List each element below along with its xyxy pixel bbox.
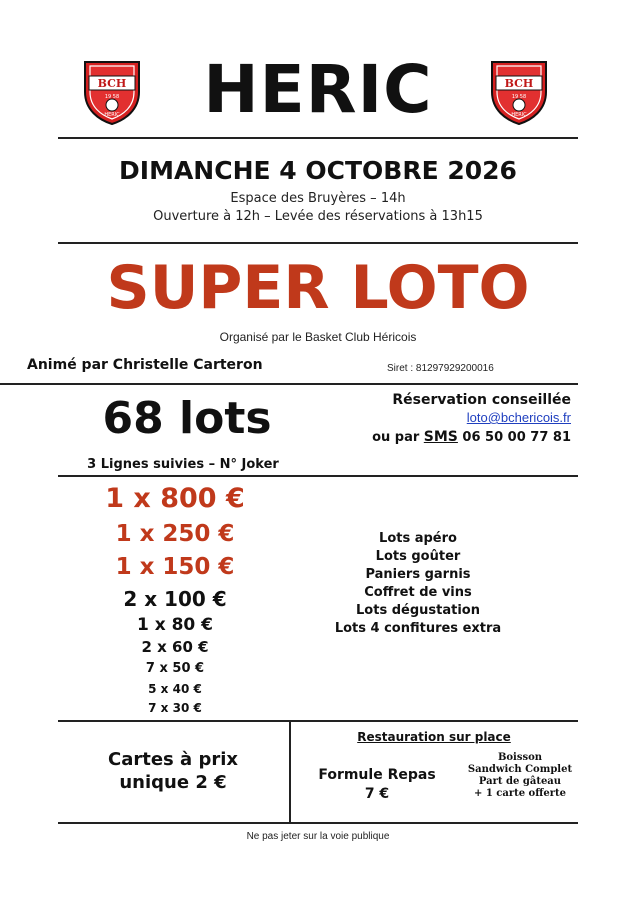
prize-item: 2 x 100 € <box>123 587 227 611</box>
prize-item: 1 x 250 € <box>115 521 235 547</box>
lots-count: 68 lots <box>102 393 272 444</box>
page-title: HERIC <box>203 51 433 128</box>
prize-item: 1 x 150 € <box>115 554 235 580</box>
svg-text:BCH: BCH <box>504 77 534 90</box>
reservation-email-link[interactable]: loto@bchericois.fr <box>466 410 571 425</box>
club-logo-right <box>488 58 550 126</box>
formula-items <box>458 752 582 800</box>
formula-price: 7 € <box>364 786 390 802</box>
divider <box>58 720 578 722</box>
club-logo-left <box>81 58 143 126</box>
cards-line-2: unique 2 € <box>119 772 227 793</box>
svg-text:HERIC: HERIC <box>104 112 120 118</box>
siret: Siret : 81297929200016 <box>387 363 494 374</box>
svg-text:HERIC: HERIC <box>511 112 527 118</box>
svg-text:19 58: 19 58 <box>104 94 120 100</box>
column-divider <box>289 720 291 822</box>
formula-item: Boisson <box>497 752 543 763</box>
svg-text:BCH: BCH <box>97 77 127 90</box>
other-lot-item: Lots goûter <box>375 549 461 564</box>
divider <box>58 475 578 477</box>
host: Animé par Christelle Carteron <box>27 357 263 373</box>
prize-item: 7 x 30 € <box>148 701 202 715</box>
divider <box>0 383 578 385</box>
cards-price <box>58 748 288 794</box>
other-lot-item: Lots apéro <box>379 531 457 546</box>
prize-item: 1 x 800 € <box>105 483 245 514</box>
other-lot-item: Lots 4 confitures extra <box>334 621 502 636</box>
other-lot-item: Paniers garnis <box>365 567 471 582</box>
organizer: Organisé par le Basket Club Héricois <box>219 330 417 344</box>
formula-item: Sandwich Complet <box>467 764 573 775</box>
prize-item: 5 x 40 € <box>148 682 202 696</box>
divider <box>58 242 578 244</box>
svg-text:19 58: 19 58 <box>511 94 527 100</box>
event-date: DIMANCHE 4 OCTOBRE 2026 <box>119 156 517 185</box>
other-lot-item: Coffret de vins <box>364 585 472 600</box>
formula-title: Formule Repas <box>318 767 436 783</box>
reservation-title: Réservation conseillée <box>392 392 571 408</box>
prize-item: 1 x 80 € <box>136 615 214 635</box>
formula <box>302 766 452 804</box>
cards-line-1: Cartes à prix <box>108 749 238 770</box>
prize-item: 2 x 60 € <box>141 638 209 656</box>
other-lots-list <box>318 530 518 638</box>
reservation-phone: 06 50 00 77 81 <box>457 430 571 445</box>
loto-title: SUPER LOTO <box>106 253 530 323</box>
event-venue: Espace des Bruyères – 14h <box>230 191 406 206</box>
sms-label: SMS <box>423 429 458 445</box>
lots-rules: 3 Lignes suivies – N° Joker <box>87 457 279 472</box>
divider <box>58 822 578 824</box>
formula-item: Part de gâteau <box>478 776 562 787</box>
sms-prefix: ou par <box>372 430 424 445</box>
divider <box>58 137 578 139</box>
reservation-sms <box>372 429 571 446</box>
prize-item: 7 x 50 € <box>145 661 205 676</box>
formula-item: + 1 carte offerte <box>473 788 567 799</box>
other-lot-item: Lots dégustation <box>356 603 480 618</box>
footer-note: Ne pas jeter sur la voie publique <box>246 831 390 842</box>
event-opening: Ouverture à 12h – Levée des réservations à 13h15 <box>153 209 483 224</box>
restauration-title: Restauration sur place <box>357 730 511 744</box>
